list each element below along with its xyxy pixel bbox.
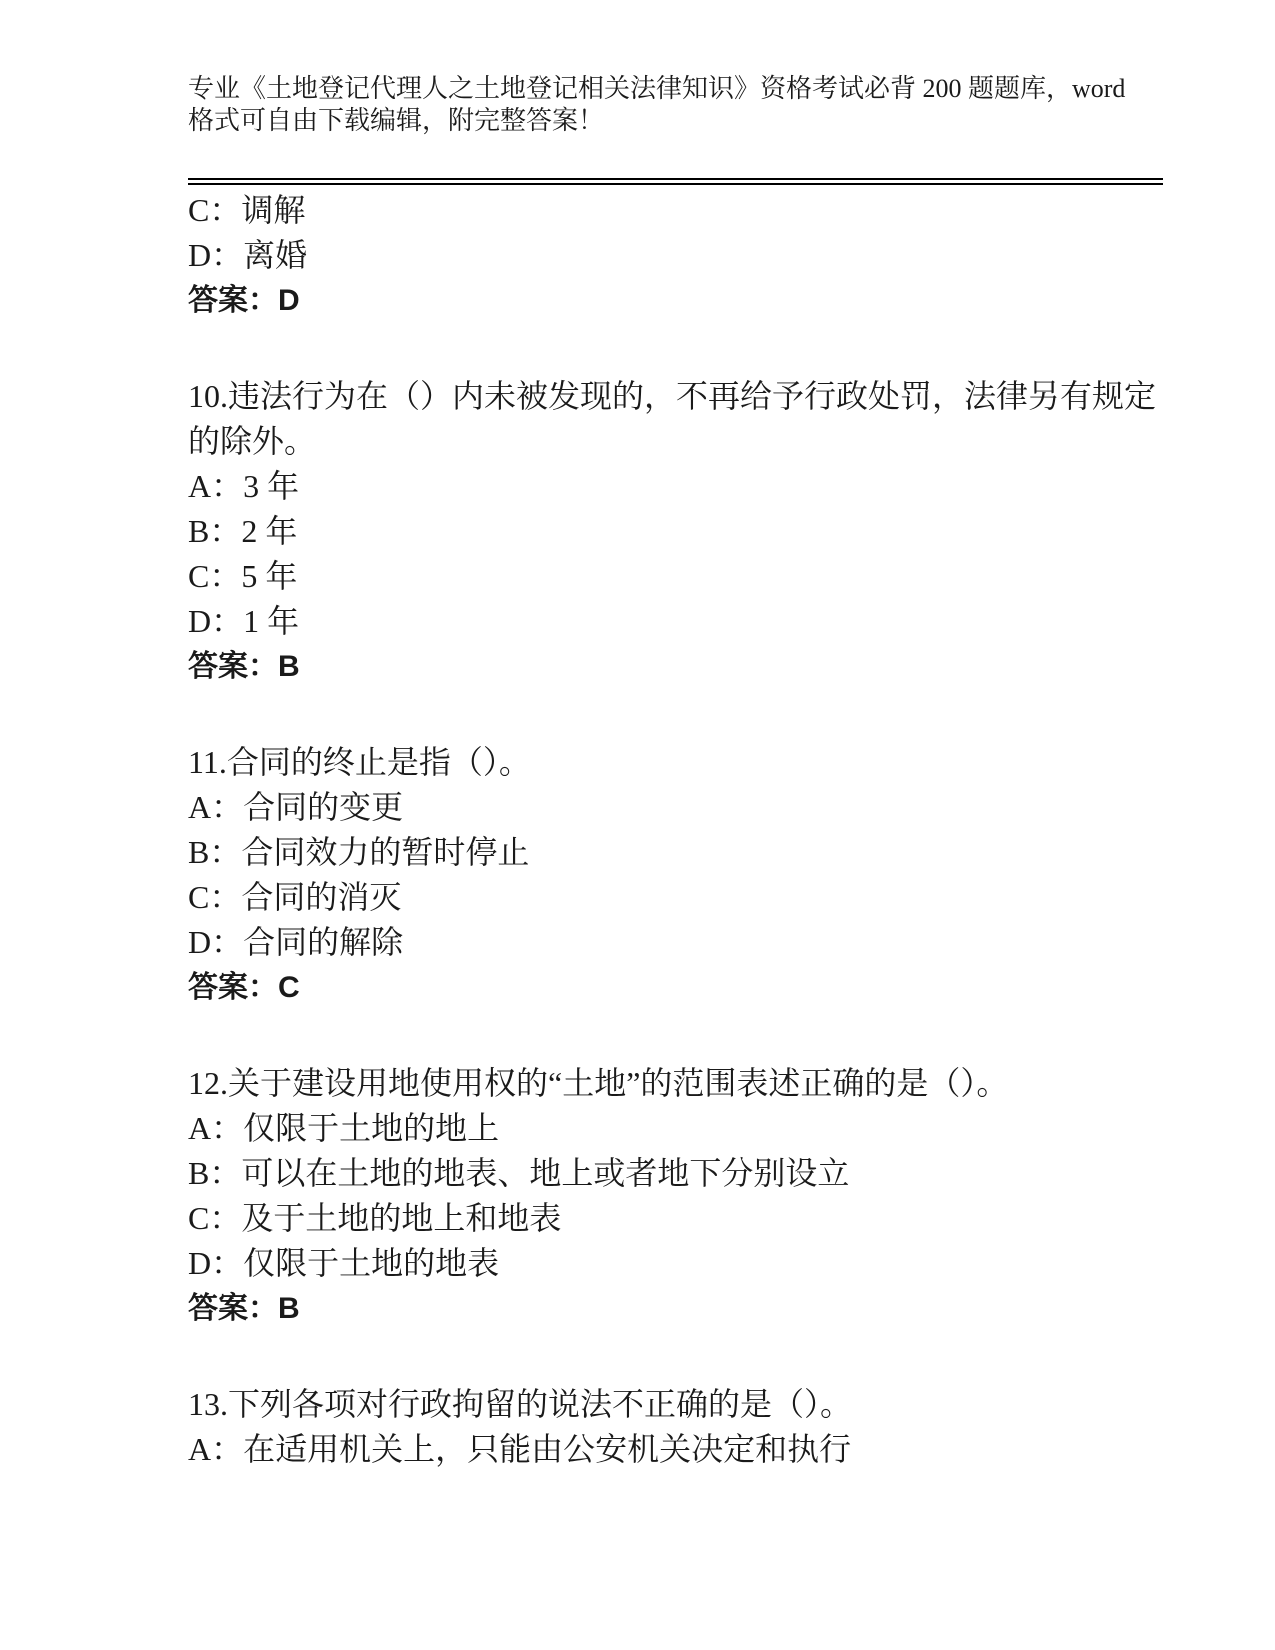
option-line-c: C：及于土地的地上和地表 [188,1200,562,1236]
answer-line: 答案：D [188,284,300,317]
option-line-c: C：5 年 [188,558,298,594]
option-line-b: B：2 年 [188,513,298,549]
question-text-line-1: 12.关于建设用地使用权的“土地”的范围表述正确的是（）。 [188,1065,1009,1101]
question-10-block [188,374,1157,689]
question-12-block [188,1061,1148,1331]
question-9-options-block [188,188,1148,323]
answer-line: 答案：B [188,650,300,683]
option-line-c: C：调解 [188,192,306,228]
option-line-c: C：合同的消灭 [188,879,402,915]
page-header [188,73,1148,137]
answer-line: 答案：C [188,971,300,1004]
option-line-a: A：合同的变更 [188,789,404,825]
document-body [188,188,1157,1472]
header-title-line-1: 专业《土地登记代理人之土地登记相关法律知识》资格考试必背 200 题题库，word [188,74,1126,103]
option-line-b: B：可以在土地的地表、地上或者地下分别设立 [188,1155,850,1191]
header-title-line-2: 格式可自由下载编辑，附完整答案！ [188,106,605,135]
header-divider [188,178,1163,185]
option-line-a: A：3 年 [188,468,300,504]
question-text-line-1: 11.合同的终止是指（）。 [188,744,531,780]
option-line-a: A：仅限于土地的地上 [188,1110,500,1146]
question-text-line-1: 13.下列各项对行政拘留的说法不正确的是（）。 [188,1386,853,1422]
question-11-block [188,740,1148,1010]
option-line-d: D：1 年 [188,603,300,639]
option-line-d: D：合同的解除 [188,924,404,960]
question-13-block [188,1382,1148,1472]
question-text-line-1: 10.违法行为在（）内未被发现的，不再给予行政处罚，法律另有规定 [188,378,1157,414]
answer-line: 答案：B [188,1292,300,1325]
option-line-d: D：仅限于土地的地表 [188,1245,500,1281]
option-line-a: A：在适用机关上，只能由公安机关决定和执行 [188,1431,852,1467]
option-line-b: B：合同效力的暂时停止 [188,834,530,870]
option-line-d: D：离婚 [188,237,308,273]
question-text-line-2: 的除外。 [188,423,317,459]
